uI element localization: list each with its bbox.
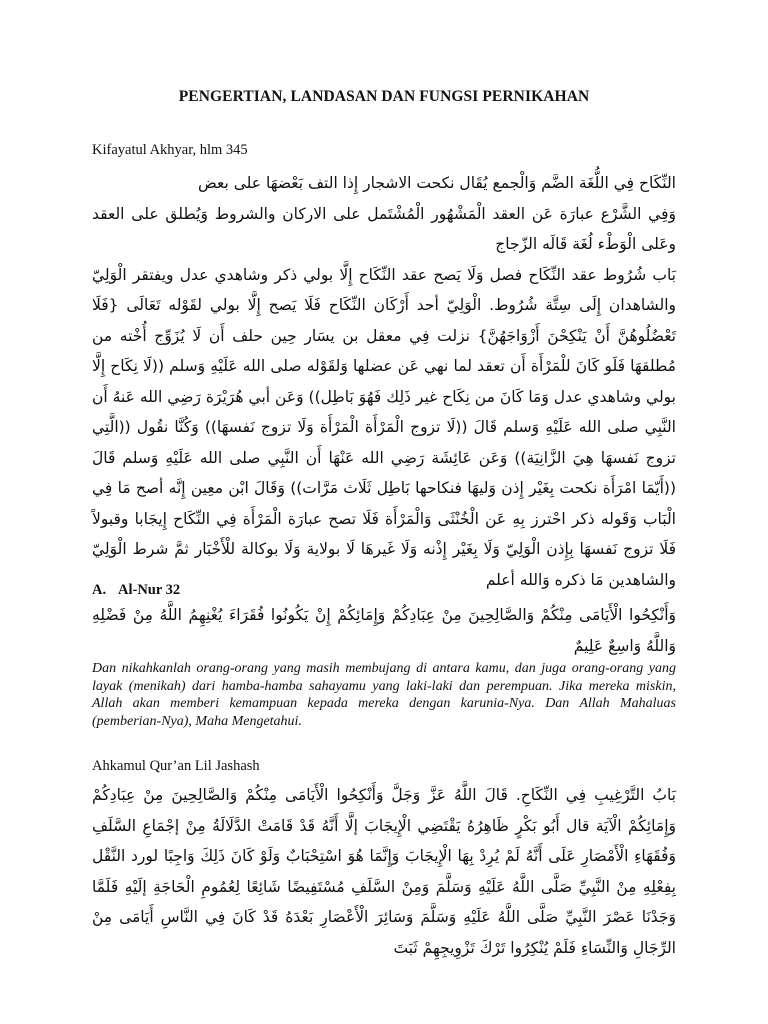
arabic-paragraph: وَأَنْكِحُوا الْأَيَامَى مِنْكُمْ وَالصَّالِحِينَ مِنْ عِبَادِكُمْ وَإِمَائِكُمْ إِنْ يَكُونُوا فُقَرَاءَ يُغْنِهِمُ اللَّهُ مِنْ فَضْلِهِ وَاللَّهُ وَاسِعٌ عَلِيمٌ <box>92 606 676 655</box>
arabic-text-kifayatul <box>92 168 676 595</box>
section-a-heading <box>92 582 180 599</box>
source-kifayatul-akhyar: Kifayatul Akhyar, hlm 345 <box>92 142 248 158</box>
arabic-paragraph: النِّكَاح فِي اللُّغَة الضَّم وَالْجمع يُقَال نكحت الاشجار إِذا التف بَعْضهَا على بعض <box>198 174 676 192</box>
arabic-verse-al-nur <box>92 600 676 661</box>
arabic-text-ahkamul <box>92 780 676 963</box>
section-a-label: A. <box>92 582 107 598</box>
arabic-paragraph: بَابُ التَّرْغِيبِ فِي النِّكَاحِ. قَالَ اللَّهُ عَزَّ وَجَلَّ وَأَنْكِحُوا الْأَيَامَى مِنْكُمْ وَالصَّالِحِينَ مِنْ عِبَادِكُمْ وَإِمَائِكُمْ الْآيَة قال أَبُو بَكْرٍ ظَاهِرُهُ يَقْتَضِي الْإِيجَابَ إلَّا أَنَّهُ قَدْ قَامَتْ الدَّلَالَةُ مِنْ إجْمَاعِ السَّلَفِ وَفُقَهَاءِ الْأَمْصَارِ عَلَى أَنَّهُ لَمْ يُرِدْ بِهَا الْإِيجَابَ وَإِنَّمَا هُوَ اسْتِحْبَابٌ وَلَوْ كَانَ ذَلِكَ وَاجِبًا لورد النَّقْل بِفِعْلِهِ مِنْ النَّبِيِّ صَلَّى اللَّهُ عَلَيْهِ وَسَلَّمَ وَمِنْ السَّلَفِ مُسْتَفِيضًا شَائِعًا لِعُمُومِ الْحَاجَةِ إلَيْهِ فَلَمَّا وَجَدْنَا عَصْرَ النَّبِيِّ صَلَّى اللَّهُ عَلَيْهِ وَسَلَّمَ وَسَائِرَ الْأَعْصَارِ بَعْدَهُ قَدْ كَانَ فِي النَّاسِ أَيَامَى مِنْ الرِّجَالِ وَالنِّسَاءِ فَلَمْ يُنْكِرُوا تَرْكَ تَزْوِيجِهِمْ ثَبَتَ <box>92 786 676 957</box>
translation-al-nur: Dan nikahkanlah orang-orang yang masih membujang di antara kamu, dan juga orang-orang yang layak (menikah) dari hamba-hamba sahayamu yang laki-laki dan perempuan. Jika mereka miskin, Allah akan memberi kemampuan kepada mereka dengan karunia-Nya. Dan Allah Mahaluas (pemberian-Nya), Maha Mengetahui. <box>92 661 676 729</box>
source-ahkamul-quran: Ahkamul Qur’an Lil Jashash <box>92 758 260 774</box>
arabic-paragraph: بَاب شُرُوط عقد النِّكَاح فصل وَلَا يَصح عقد النِّكَاح إِلَّا بولي ذكر وشاهدي عدل ويفتقر الْوَلِيّ والشاهدان إِلَى سِتَّة شُرُوط. الْوَلِيّ أحد أَرْكَان النِّكَاح فَلَا يَصح إِلَّا بولي لقَوْله تَعَالَى {فَلَا تَعْضُلُوهُنَّ أَنْ يَنْكِحْنَ أَزْوَاجَهُنَّ} نزلت فِي معقل بن يسَار حِين حلف أَن لَا يُزَوِّج أُخْته من مُطلقهَا فَلَو كَانَ للْمَرْأَة أَن تعقد لما نهي عَن عضلها وَلقَوْله صلى الله عَلَيْهِ وَسلم ((لَا نِكَاح إِلَّا بولي وشاهدي عدل وَمَا كَانَ من نِكَاح غير ذَلِك فَهُوَ بَاطِل)) وَعَن أبي هُرَيْرَة رَضِي الله عَنهُ أَن النَّبِي صلى الله عَلَيْهِ وَسلم قَالَ ((لَا تزوج الْمَرْأَة الْمَرْأَة وَلَا تزوج نَفسهَا)) وَكُنَّا نقُول ((الَّتِي تزوج نَفسهَا هِيَ الزَّانِيَة)) وَعَن عَائِشَة رَضِي الله عَنْهَا أَن النَّبِي صلى الله عَلَيْهِ وَسلم قَالَ ((أَيّمَا امْرَأَة نكحت بِغَيْر إِذن وَليهَا فنكاحها بَاطِل ثَلَاث مَرَّات)) وَقَالَ ابْن معِين إِنَّه أصح مَا فِي الْبَاب وَقَوله ذكر احْترز بِهِ عَن الْخُنْثَى وَالْمَرْأَة فَلَا تصح عبارَة الْمَرْأَة فِي النِّكَاح إِيجَابا وقبولاً فَلَا تزوج نَفسهَا بِإِذن الْوَلِيّ وَلَا بِغَيْر إِذْنه وَلَا غَيرهَا لَا بولاية وَلَا بوكالة للْأَخْبَار ثمَّ شرط الْوَلِيّ والشاهدين مَا ذكره وَالله أعلم <box>92 265 676 589</box>
section-a-title: Al-Nur 32 <box>118 582 181 598</box>
arabic-paragraph: وَفِي الشَّرْع عبارَة عَن العقد الْمَشْهُور الْمُشْتَمل على الاركان والشروط وَيُطلق على العقد وعَلى الْوَطْء لُغَة قَالَه الزّجاج <box>92 204 676 253</box>
page-title: PENGERTIAN, LANDASAN DAN FUNGSI PERNIKAHAN <box>178 88 590 105</box>
